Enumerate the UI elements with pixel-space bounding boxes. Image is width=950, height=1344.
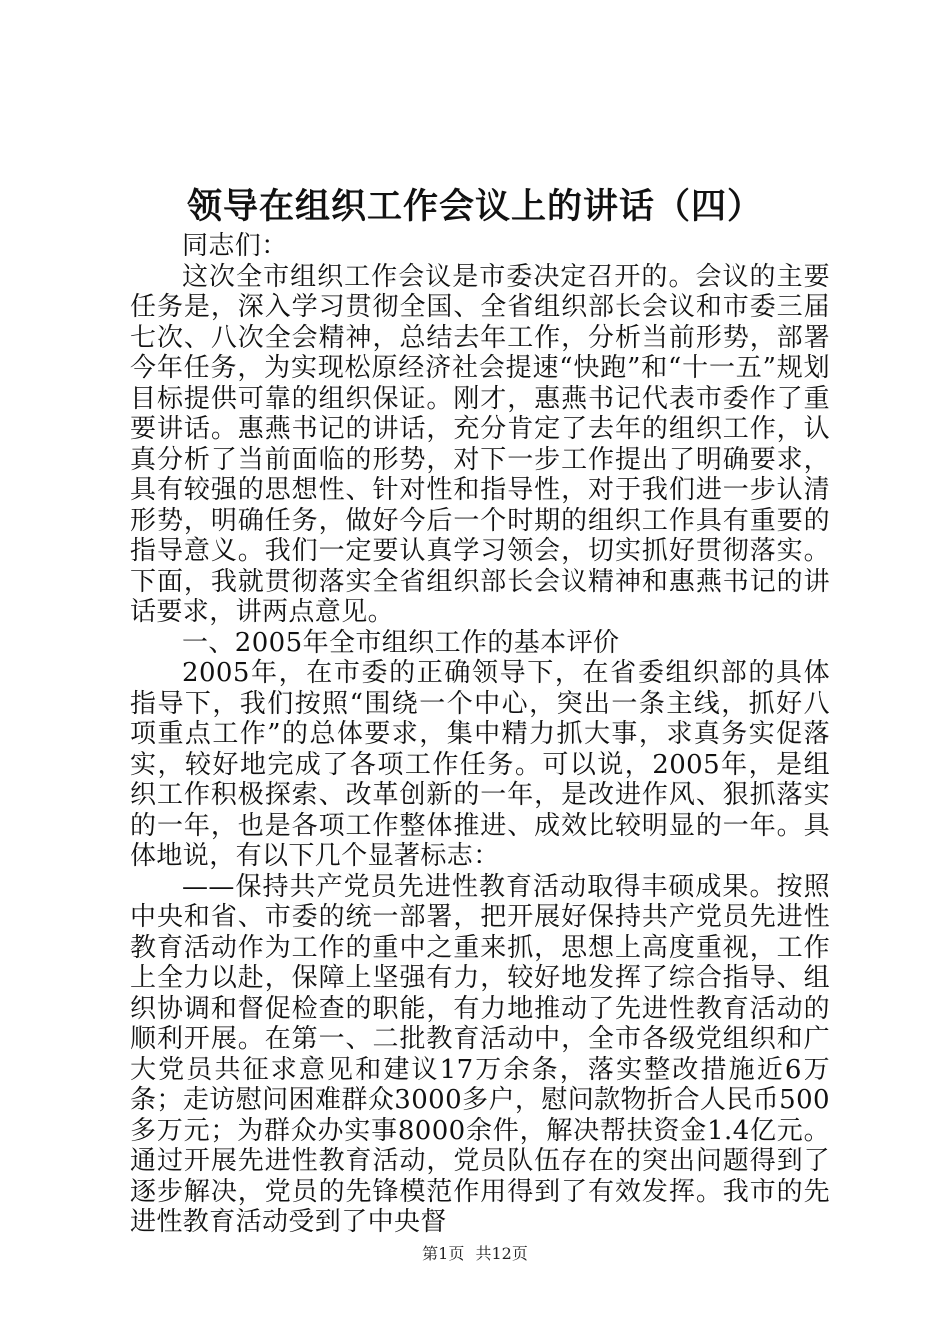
body-paragraph: 这次全市组织工作会议是市委决定召开的。会议的主要任务是，深入学习贯彻全国、全省组织部长会议和市委三届七次、八次全会精神，总结去年工作，分析当前形势，部署今年任务，为实现松原经济社会提速“快跑”和“十一五”规划目标提供可靠的组织保证。刚才，惠燕书记代表市委作了重要讲话。惠燕书记的讲话，充分肯定了去年的组织工作，认真分析了当前面临的形势，对下一步工作提出了明确要求，具有较强的思想性、针对性和指导性，对于我们进一步认清形势，明确任务，做好今后一个时期的组织工作具有重要的指导意义。我们一定要认真学习领会，切实抓好贯彻落实。下面，我就贯彻落实全省组织部长会议精神和惠燕书记的讲话要求，讲两点意见。 bbox=[130, 261, 830, 627]
page-number: 第1页 bbox=[422, 1244, 465, 1263]
document-body bbox=[130, 231, 830, 1238]
page-total: 共12页 bbox=[475, 1244, 528, 1263]
salutation-paragraph: 同志们： bbox=[182, 231, 288, 261]
page-footer bbox=[0, 1244, 950, 1264]
document-title: 领导在组织工作会议上的讲话（四） bbox=[186, 186, 763, 227]
section-heading: 一、2005年全市组织工作的基本评价 bbox=[182, 627, 620, 658]
body-paragraph: ——保持共产党员先进性教育活动取得丰硕成果。按照中央和省、市委的统一部署，把开展好保持共产党员先进性教育活动作为工作的重中之重来抓，思想上高度重视，工作上全力以赴，保障上坚强有力，较好地发挥了综合指导、组织协调和督促检查的职能，有力地推动了先进性教育活动的顺利开展。在第一、二批教育活动中，全市各级党组织和广大党员共征求意见和建议17万余条，落实整改措施近6万条；走访慰问困难群众3000多户，慰问款物折合人民币500多万元；为群众办实事8000余件，解决帮扶资金1.4亿元。通过开展先进性教育活动，党员队伍存在的突出问题得到了逐步解决，党员的先锋模范作用得到了有效发挥。我市的先进性教育活动受到了中央督 bbox=[130, 871, 830, 1237]
body-paragraph: 2005年，在市委的正确领导下，在省委组织部的具体指导下，我们按照“围绕一个中心，突出一条主线，抓好八项重点工作”的总体要求，集中精力抓大事，求真务实促落实，较好地完成了各项工作任务。可以说，2005年，是组织工作积极探索、改革创新的一年，是改进作风、狠抓落实的一年，也是各项工作整体推进、成效比较明显的一年。具体地说，有以下几个显著标志： bbox=[130, 658, 830, 871]
